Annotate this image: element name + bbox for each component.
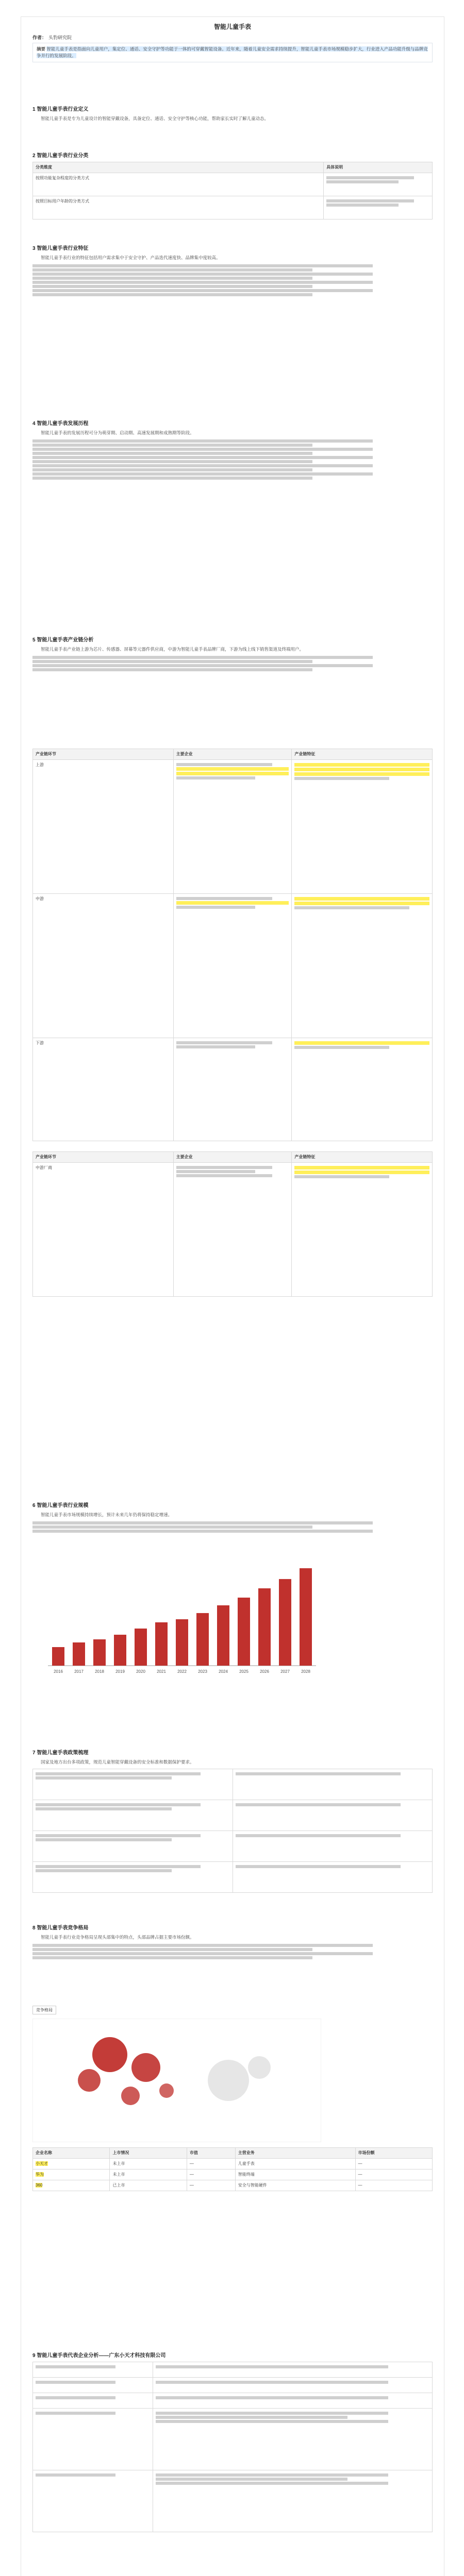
section-definition [32,105,433,125]
table-header: 产业链环节 [33,1151,174,1162]
table-cell [233,1861,433,1892]
bar [176,1619,188,1666]
table-cell [173,1038,292,1141]
bar [73,1642,85,1666]
bar [217,1605,229,1666]
report-meta [32,34,444,41]
table-header: 产业链特征 [292,749,433,759]
table-header: 企业名称 [33,2147,110,2158]
table-header: 主要企业 [173,1151,292,1162]
section-text: 国家及地方出台多项政策，规范儿童智能穿戴设备的安全标准和数据保护要求。 [41,1759,194,1765]
bar [114,1635,126,1666]
table-cell [33,1831,233,1861]
bar [300,1568,312,1666]
table-row: 华为 未上市 — 智能终端 — [33,2169,433,2180]
competitor-table [32,2147,433,2191]
table-cell [33,1861,233,1892]
section-title: 8 智能儿童手表竞争格局 [32,1925,89,1931]
section-title: 4 智能儿童手表发展历程 [32,421,89,427]
chain-intro [32,656,433,749]
tick-label: 2022 [177,1669,187,1674]
tick-label: 2024 [219,1669,228,1674]
bar [196,1613,209,1666]
section-title: 6 智能儿童手表行业规模 [32,1503,89,1509]
tick-label: 2023 [198,1669,207,1674]
section-text: 智能儿童手表产业链上游为芯片、传感器、屏幕等元器件供应商，中游为智能儿童手表品牌厂商，下游为线上线下销售渠道及终端用户。 [41,647,304,652]
table-cell [324,196,433,219]
table-header: 分类维度 [33,162,324,173]
table-header: 产业链特征 [292,1151,433,1162]
table-header: 具体说明 [324,162,433,173]
table-cell: 按照目标用户年龄的分类方式 [33,196,324,219]
table-header: 产业链环节 [33,749,174,759]
tick-label: 2018 [95,1669,104,1674]
section-title: 7 智能儿童手表政策梳理 [32,1750,89,1756]
table-cell [292,1162,433,1296]
section-industry-chain [32,635,433,1297]
bar [135,1629,147,1666]
table-cell [324,173,433,196]
bar [93,1639,106,1666]
section-competition [32,1923,433,2191]
bar [258,1588,271,1666]
table-row: 360 已上市 — 安全与智能硬件 — [33,2180,433,2191]
table-cell [292,759,433,893]
classification-table [32,162,433,219]
meta-label: 作者： [32,35,47,40]
bar [52,1647,64,1666]
table-header: 主要企业 [173,749,292,759]
tick-label: 2020 [136,1669,145,1674]
table-cell [233,1800,433,1831]
bubble [92,2037,127,2072]
report-panel [21,16,444,2576]
tick-label: 2021 [157,1669,166,1674]
policy-table [32,1769,433,1893]
report-title: 智能儿童手表 [213,23,251,30]
section-market-size [32,1501,433,1681]
section-text: 智能儿童手表市场规模持续增长，预计未来几年仍将保持稳定增速。 [41,1512,173,1517]
table-cell [173,759,292,893]
tick-label: 2026 [260,1669,269,1674]
section-text: 智能儿童手表行业的特征包括用户需求集中于安全守护、产品迭代速度快、品牌集中度较高。 [41,255,221,260]
table-header: 上市情况 [110,2147,187,2158]
tick-label: 2028 [301,1669,310,1674]
table-cell [173,893,292,1038]
section-title: 3 智能儿童手表行业特征 [32,246,89,251]
section-history [32,419,433,594]
bubble [131,2053,160,2082]
table-cell: 中游厂商 [33,1162,174,1296]
meta-value: 头豹研究院 [48,35,72,40]
company-1-table [32,2362,433,2532]
section-text: 智能儿童手表行业竞争格局呈现头部集中的特点，头部品牌占据主要市场份额。 [41,1935,194,1940]
tick-label: 2025 [239,1669,248,1674]
section-title: 1 智能儿童手表行业定义 [32,107,89,112]
bubble [121,2087,140,2105]
section-title: 9 智能儿童手表代表企业分析——广东小天才科技有限公司 [32,2353,166,2359]
table-header: 主营业务 [235,2147,355,2158]
summary-label: 摘要 [37,46,46,52]
table-cell [173,1162,292,1296]
tick-label: 2019 [115,1669,125,1674]
section-title: 5 智能儿童手表产业链分析 [32,637,94,643]
table-cell: 按照功能复杂程度的分类方式 [33,173,324,196]
tick-label: 2016 [54,1669,63,1674]
bubble [159,2083,174,2098]
market-size-chart [32,1552,321,1681]
tick-label: 2017 [74,1669,84,1674]
table-cell [233,1831,433,1861]
features-body [32,264,433,367]
table-cell [33,1800,233,1831]
table-cell [292,893,433,1038]
bar [279,1579,291,1666]
tick-label: 2027 [280,1669,290,1674]
section-title: 2 智能儿童手表行业分类 [32,153,89,159]
table-cell: 下游 [33,1038,174,1141]
bubble [248,2056,271,2079]
summary-box [32,43,433,62]
chain-table-2 [32,1151,433,1297]
competition-tag: 竞争格局 [32,2006,56,2014]
table-cell [292,1038,433,1141]
history-body [32,439,433,594]
table-cell [233,1769,433,1800]
table-header: 市值 [187,2147,235,2158]
section-classification [32,151,433,219]
section-features [32,244,433,367]
section-text: 智能儿童手表是专为儿童设计的智能穿戴设备，具备定位、通话、安全守护等核心功能，帮助家长实时了解儿童动态。 [41,116,269,121]
section-text: 智能儿童手表的发展历程可分为萌芽期、启动期、高速发展期和成熟期等阶段。 [41,430,194,435]
table-cell: 上游 [33,759,174,893]
chain-table-1 [32,749,433,1141]
table-cell [33,1769,233,1800]
table-row: 小天才 未上市 — 儿童手表 — [33,2158,433,2169]
bar [155,1622,168,1666]
bar [238,1598,250,1666]
section-company-1 [32,2351,433,2532]
summary-text: 智能儿童手表是指面向儿童用户，集定位、通话、安全守护等功能于一体的可穿戴智能设备。近年来，随着儿童安全需求持续提升，智能儿童手表市场规模稳步扩大，行业进入产品功能升级与品牌竞争并行的发展阶段。 [37,46,428,59]
section-policy [32,1748,433,1893]
table-header: 市场份额 [355,2147,432,2158]
bubble [78,2069,101,2092]
competition-bubble-chart [32,2019,321,2142]
bubble [208,2060,249,2101]
table-cell: 中游 [33,893,174,1038]
